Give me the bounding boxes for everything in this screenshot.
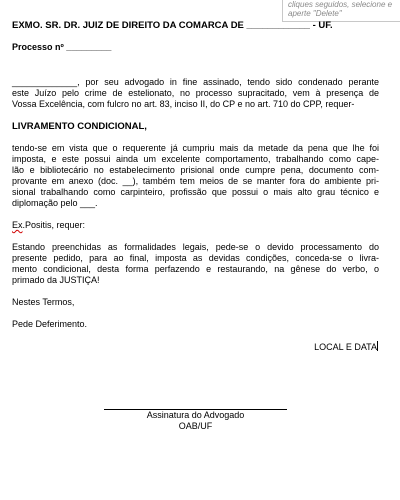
subject-heading: LIVRAMENTO CONDICIONAL, [12, 121, 147, 132]
place-date [12, 341, 379, 353]
request-closing: Pede Deferimento. [12, 319, 88, 329]
request-line: mento condicional, desta forma perfazendo e restaurando, na gênese do verbo, o [12, 264, 379, 274]
request-paragraph [12, 242, 379, 286]
request-line: presente pedido, para ao final, imposta as devidas condições, conceda-se o livra- [12, 253, 379, 263]
process-number: Processo nº _________ [12, 42, 112, 52]
text-cursor [377, 341, 378, 351]
reason-line: provante em anexo (doc. __), também tem meios de se manter fora do ambiente pri- [12, 176, 379, 186]
closing-text: Nestes Termos, [12, 297, 75, 307]
reason-line: tendo-se em vista que o requerente já cumpriu mais da metade da pena que lhe foi [12, 143, 379, 153]
reason-paragraph [12, 143, 379, 209]
hint-line-1: cliques seguidos, selecione e [288, 0, 393, 9]
intro-line: este Juízo pelo crime de estelionato, no processo supracitado, vem à presença de [12, 88, 379, 98]
court-heading: EXMO. SR. DR. JUIZ DE DIREITO DA COMARCA DE ____________ - UF. [12, 20, 333, 31]
place-date-text: LOCAL E DATA [314, 342, 377, 352]
ex-positis-rest: .Positis, requer: [22, 220, 86, 230]
request-line: primado da JUSTIÇA! [12, 275, 100, 285]
intro-line: _____________, por seu advogado in fine assinado, tendo sido condenado perante [12, 77, 379, 87]
document-body[interactable] [12, 20, 379, 353]
reason-line: imposta, e este possui ainda um excelente comportamento, trabalhando como cape- [12, 154, 379, 164]
ex-positis-prefix: Ex [12, 220, 23, 230]
reason-line: sional trabalhando como carpinteiro, profissão que possui o mais alto grau técnico e [12, 187, 379, 197]
intro-line: Vossa Excelência, com fulcro no art. 83, inciso II, do CP e no art. 710 do CPP, requer- [12, 99, 355, 109]
intro-paragraph [12, 77, 379, 110]
request-line: Estando preenchidas as formalidades legais, pede-se o devido processamento do [12, 242, 379, 252]
signature-label: Assinatura do Advogado [146, 410, 245, 420]
ex-positis [12, 220, 379, 231]
reason-line: diplomação pelo ___. [12, 198, 98, 208]
hint-line-2: aperte "Delete" [288, 9, 342, 18]
oab-label: OAB/UF [178, 421, 213, 431]
reason-line: lão e bibliotecário no estabelecimento prisional onde cumpre pena, documento com- [12, 165, 379, 175]
instruction-hint [282, 0, 400, 22]
